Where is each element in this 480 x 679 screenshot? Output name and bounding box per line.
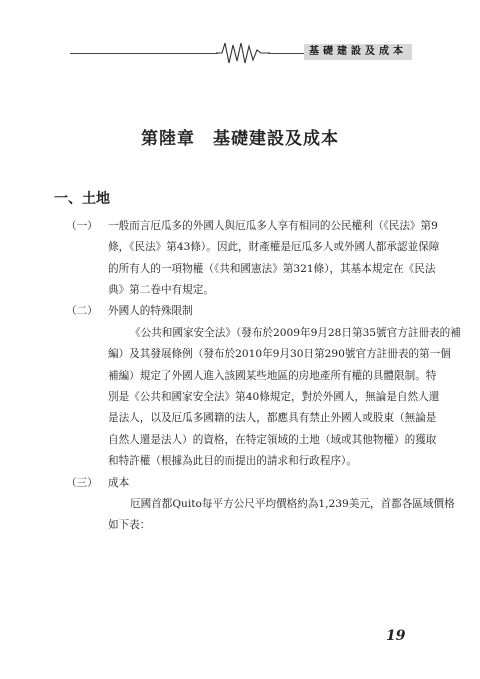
item-2-label: （二） — [66, 305, 98, 317]
heartbeat-wave-icon — [216, 40, 270, 66]
item-2-line-2: 編）及其發展條例（發布於2010年9月30日第290號官方註冊表的第一個 — [108, 348, 451, 360]
item-2-heading: 外國人的特殊限制 — [108, 305, 193, 317]
section-title: 一、土地 — [54, 191, 110, 207]
header-rule-right — [268, 53, 304, 54]
item-2-line-5: 是法人，以及厄瓜多國籍的法人，都應具有禁止外國人或股東（無論是 — [108, 412, 437, 424]
running-header — [0, 0, 480, 70]
item-1-line-4: 典》第二卷中有規定。 — [108, 284, 214, 296]
page-number: 19 — [386, 628, 406, 644]
header-title: 基礎建設及成本 — [309, 46, 407, 57]
item-1-line-1: 一般而言厄瓜多的外國人與厄瓜多人享有相同的公民權利（《民法》第9 — [108, 220, 438, 232]
header-rule-left — [70, 53, 218, 54]
item-1-line-2: 條，《民法》第43條）。因此，財產權是厄瓜多人或外國人都承認並保障 — [108, 241, 440, 253]
item-1-line-3: 的所有人的一項物權（《共和國憲法》第321條），其基本規定在《民法 — [108, 263, 436, 275]
item-2-line-4: 別是《公共和國家安全法》第40條規定，對於外國人，無論是自然人還 — [108, 391, 440, 403]
item-3-line-2: 如下表： — [108, 519, 151, 531]
item-3-heading: 成本 — [108, 477, 130, 489]
item-2-line-7: 和特許權（根據為此目的而提出的請求和行政程序）。 — [108, 455, 357, 467]
item-2-line-6: 自然人還是法人）的資格，在特定領域的土地（域或其他物權）的獲取 — [108, 434, 437, 446]
item-1-label: （一） — [66, 220, 98, 232]
item-3-line-1: 厄國首都Quito每平方公尺平均價格約為1,239美元，首都各區域價格 — [130, 498, 455, 510]
item-2-line-1: 《公共和國家安全法》（發布於2009年9月28日第35號官方註冊表的補 — [130, 327, 461, 339]
chapter-title: 第陸章 基礎建設及成本 — [141, 129, 339, 149]
item-3-label: （三） — [66, 477, 98, 489]
item-2-line-3: 補編）規定了外國人進入該國某些地區的房地產所有權的具體限制。特 — [108, 370, 437, 382]
